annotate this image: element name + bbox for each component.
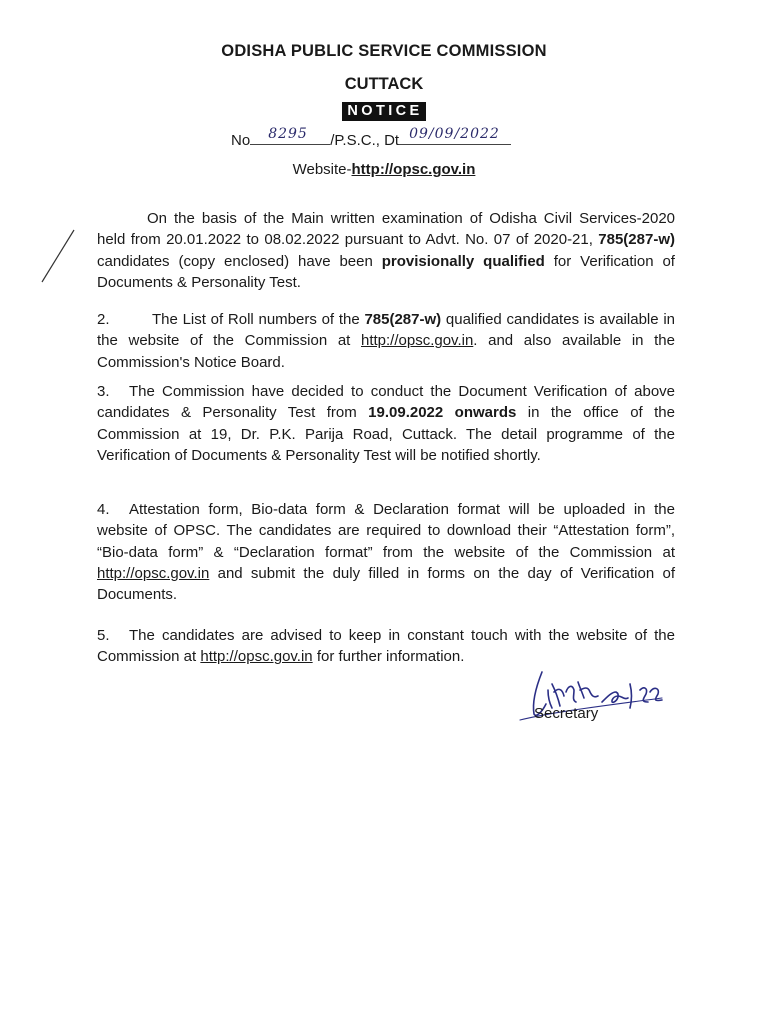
p1-text-c: for Verification of Documents & Personality Test. bbox=[97, 252, 675, 291]
handwritten-signature bbox=[512, 662, 682, 737]
secretary-title: Secretary bbox=[534, 705, 599, 722]
margin-pen-mark bbox=[38, 226, 78, 286]
p5-number: 5. bbox=[97, 627, 110, 644]
p4-website-link[interactable]: http://opsc.gov.in bbox=[97, 564, 210, 582]
paragraph-3 bbox=[97, 381, 675, 466]
organization-title: ODISHA PUBLIC SERVICE COMMISSION bbox=[221, 42, 547, 60]
p1-text-a: On the basis of the Main written examination of Odisha Civil Services-2020 held from 20.01.2022 to 08.02.2022 pursuant to Advt. No. 07 of 2020-21, bbox=[97, 210, 675, 249]
p1-text-b: candidates (copy enclosed) have been bbox=[97, 252, 382, 270]
p1-candidate-count: 785(287-w) bbox=[598, 231, 675, 249]
p1-provisionally-qualified: provisionally qualified bbox=[381, 252, 545, 270]
p2-text-b: qualified candidates is available in the website of the Commission at bbox=[97, 311, 675, 350]
psc-label: /P.S.C., Dt bbox=[330, 132, 400, 149]
notice-banner bbox=[0, 102, 768, 121]
website-line bbox=[0, 161, 768, 178]
city-title: CUTTACK bbox=[344, 75, 424, 93]
no-label: No bbox=[231, 132, 251, 149]
p5-website-link[interactable]: http://opsc.gov.in bbox=[200, 648, 313, 666]
date-blank bbox=[399, 128, 511, 145]
notice-label: NOTICE bbox=[342, 102, 425, 121]
p4-text-a: Attestation form, Bio-data form & Declaration format will be uploaded in the website of OPSC. The candidates are required to download their “Attestation form”, “Bio-data form” & “Declaration format” from the website of the Commission at bbox=[97, 501, 675, 561]
paragraph-4 bbox=[97, 499, 675, 605]
p2-text-c: . and also available in the Commission's Notice Board. bbox=[97, 332, 675, 371]
p2-text-a: The List of Roll numbers of the bbox=[152, 311, 365, 328]
reference-date: 09/09/2022 bbox=[409, 126, 500, 142]
reference-line bbox=[231, 128, 511, 149]
p2-candidate-count: 785(287-w) bbox=[364, 311, 442, 328]
reference-number: 8295 bbox=[268, 126, 308, 142]
paragraph-1 bbox=[97, 208, 675, 293]
website-link[interactable]: http://opsc.gov.in bbox=[351, 161, 476, 178]
p3-text-a: The Commission have decided to conduct the Document Verification of above candidates & Personality Test from bbox=[97, 383, 675, 422]
p3-text-b: in the office of the Commission at 19, Dr. P.K. Parija Road, Cuttack. The detail programme of the Verification of Documents & Personality Test will be notified shortly. bbox=[97, 404, 675, 464]
website-label: Website- bbox=[292, 161, 352, 178]
p2-number: 2. bbox=[97, 311, 110, 328]
p5-text-a: The candidates are advised to keep in constant touch with the website of the Commission at bbox=[97, 627, 675, 666]
paragraph-2 bbox=[97, 309, 675, 373]
reference-number-blank bbox=[250, 128, 330, 145]
p4-text-b: and submit the duly filled in forms on the day of Verification of Documents. bbox=[97, 564, 675, 604]
p5-text-b: for further information. bbox=[312, 648, 465, 666]
p3-number: 3. bbox=[97, 383, 110, 400]
p4-number: 4. bbox=[97, 501, 110, 518]
p3-start-date: 19.09.2022 onwards bbox=[368, 404, 517, 422]
p2-website-link[interactable]: http://opsc.gov.in bbox=[361, 332, 474, 350]
